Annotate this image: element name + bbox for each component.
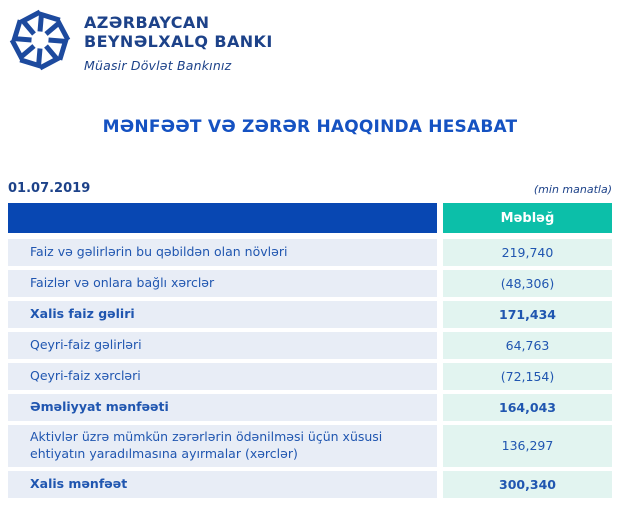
table-row	[8, 239, 612, 266]
table-row	[8, 471, 612, 498]
pl-table	[8, 203, 612, 498]
table-row	[8, 301, 612, 328]
report-date: 01.07.2019	[8, 181, 91, 197]
bank-logo-icon	[8, 8, 72, 72]
row-value: 219,740	[443, 239, 612, 266]
row-label: Qeyri-faiz xərcləri	[8, 363, 437, 390]
bank-name-line1: AZƏRBAYCAN	[84, 13, 210, 32]
row-value: 136,297	[443, 425, 612, 467]
table-row	[8, 363, 612, 390]
table-row	[8, 332, 612, 359]
row-value: 64,763	[443, 332, 612, 359]
table-body	[8, 239, 612, 498]
row-value: 300,340	[443, 471, 612, 498]
unit-note: (min manatla)	[533, 183, 612, 197]
row-label: Faizlər və onlara bağlı xərclər	[8, 270, 437, 297]
bank-logo-text	[84, 8, 273, 73]
row-label: Xalis mənfəət	[8, 471, 437, 498]
table-header-empty-cell	[8, 203, 437, 233]
table-row	[8, 394, 612, 421]
row-label: Əməliyyat mənfəəti	[8, 394, 437, 421]
table-row	[8, 425, 612, 467]
row-value: 164,043	[443, 394, 612, 421]
row-label: Faiz və gəlirlərin bu qəbildən olan növləri	[8, 239, 437, 266]
report-title: MƏNFƏƏT VƏ ZƏRƏR HAQQINDA HESABAT	[102, 117, 518, 138]
bank-name-line2: BEYNƏLXALQ BANKI	[84, 31, 273, 51]
table-row	[8, 270, 612, 297]
row-label: Qeyri-faiz gəlirləri	[8, 332, 437, 359]
report-meta	[8, 181, 612, 196]
row-label: Xalis faiz gəliri	[8, 301, 437, 328]
amount-column-header: Məbləğ	[443, 203, 612, 233]
row-label: Aktivlər üzrə mümkün zərərlərin ödənilməsi üçün xüsusi ehtiyatın yaradılmasına ayırmalar (xərclər)	[8, 425, 437, 467]
row-value: (72,154)	[443, 363, 612, 390]
bank-header	[0, 0, 620, 73]
bank-tagline: Müasir Dövlət Bankınız	[84, 58, 232, 74]
row-value: 171,434	[443, 301, 612, 328]
table-header-row	[8, 203, 612, 233]
row-value: (48,306)	[443, 270, 612, 297]
